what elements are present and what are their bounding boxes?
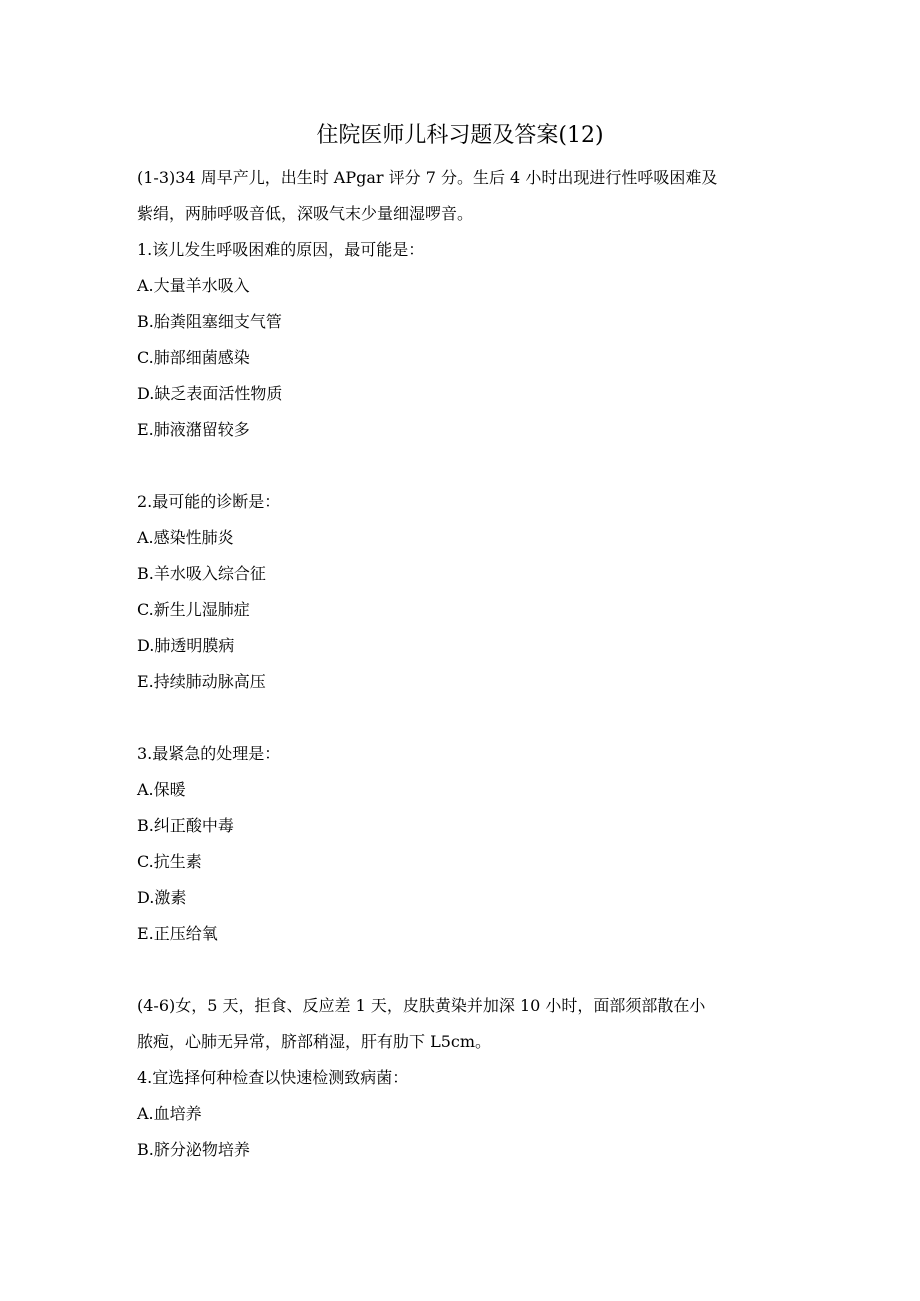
question-text: 4.宜选择何种检查以快速检测致病菌： — [137, 1068, 409, 1087]
option-item: A.感染性肺炎 — [137, 528, 234, 547]
option-item: C.抗生素 — [137, 852, 202, 871]
page-title: 住院医师儿科习题及答案(12) — [316, 123, 604, 148]
case-stem-line: (4-6)女，5 天，拒食、反应差 1 天，皮肤黄染并加深 10 小时，面部须部散在小 — [137, 996, 706, 1015]
option-item: E.肺液潴留较多 — [137, 420, 250, 439]
blank-line — [137, 700, 787, 736]
option-item: C.肺部细菌感染 — [137, 348, 250, 367]
question-text: 1.该儿发生呼吸困难的原因，最可能是： — [137, 240, 425, 259]
case-stem-line: 紫绢，两肺呼吸音低，深吸气末少量细湿啰音。 — [137, 204, 474, 223]
question-text: 3.最紧急的处理是： — [137, 744, 281, 763]
option-item: A.大量羊水吸入 — [137, 276, 250, 295]
document-body — [137, 160, 787, 1168]
option-item: C.新生儿湿肺症 — [137, 600, 250, 619]
option-item: E.正压给氧 — [137, 924, 218, 943]
question-text: 2.最可能的诊断是： — [137, 492, 281, 511]
option-item: B.脐分泌物培养 — [137, 1140, 250, 1159]
option-item: D.缺乏表面活性物质 — [137, 384, 283, 403]
option-item: D.激素 — [137, 888, 187, 907]
blank-line — [137, 448, 787, 484]
case-stem-line: 脓疱，心肺无异常，脐部稍湿，肝有肋下 L5cm。 — [137, 1032, 492, 1051]
blank-line — [137, 952, 787, 988]
option-item: B.羊水吸入综合征 — [137, 564, 266, 583]
option-item: B.胎粪阻塞细支气管 — [137, 312, 282, 331]
case-stem-line: (1-3)34 周早产儿，出生时 APgar 评分 7 分。生后 4 小时出现进行性呼吸困难及 — [137, 168, 718, 187]
option-item: E.持续肺动脉高压 — [137, 672, 266, 691]
option-item: A.保暖 — [137, 780, 186, 799]
option-item: A.血培养 — [137, 1104, 202, 1123]
option-item: D.肺透明膜病 — [137, 636, 235, 655]
option-item: B.纠正酸中毒 — [137, 816, 234, 835]
